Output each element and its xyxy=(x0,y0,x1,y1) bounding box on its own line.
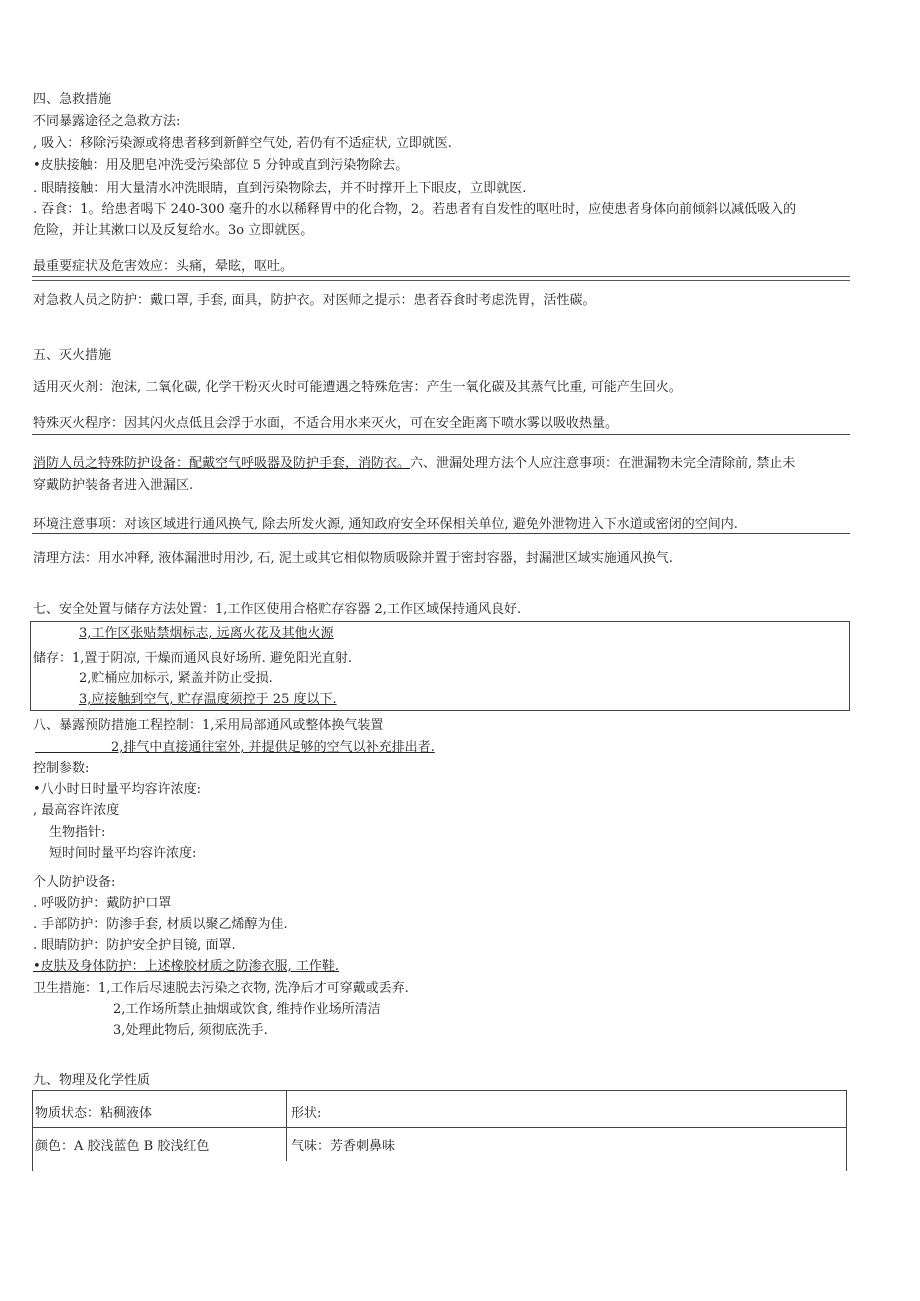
section-4-title: 四、急救措施 xyxy=(33,92,112,107)
first-aid-inhale: , 吸入：移除污染源或将患者移到新鲜空气处, 若仍有不适症状, 立即就医. xyxy=(33,136,452,151)
section-6-line2: 穿戴防护装备者进入泄漏区. xyxy=(33,478,194,493)
properties-table xyxy=(32,1090,847,1171)
exhaust-text: 2,排气中直接通往室外, 并提供足够的空气以补充排出者. xyxy=(111,740,435,755)
first-aid-eye: . 眼睛接触：用大量清水冲洗眼睛，直到污染物除去，并不时撑开上下眼皮，立即就医. xyxy=(33,181,527,196)
max-conc-label: , 最高容许浓度 xyxy=(33,803,120,818)
respiratory-protection: . 呼吸防护：戴防护口罩 xyxy=(33,896,172,911)
storage-handling-3: 3,工作区张贴禁烟标志, 远离火花及其他火源 xyxy=(79,626,334,641)
twa-label: •八小时日时量平均容许浓度: xyxy=(33,782,202,797)
cleanup-method: 清理方法：用水冲释, 液体漏泄时用沙, 石, 泥土或其它相似物质吸除并置于密封容器，封漏泄区域实施通风换气. xyxy=(33,551,673,566)
table-col-divider xyxy=(286,1091,287,1161)
environmental-precautions: 环境注意事项：对该区域进行通风换气, 除去所发火源, 通知政府安全环保相关单位, 避免外泄物进入下水道或密闭的空间内. xyxy=(33,517,738,532)
skin-protection: •皮肤及身体防护：上述橡胶材质之防渗衣服, 工作鞋. xyxy=(33,959,340,974)
cell-color: 颜色：A 胶浅蓝色 B 胶浅红色 xyxy=(35,1139,210,1154)
section-4-intro: 不同暴露途径之急救方法: xyxy=(33,114,181,129)
storage-2: 2,贮桶应加标示, 紧盖并防止受损. xyxy=(79,671,273,686)
cell-physical-state: 物质状态：粘稠液体 xyxy=(35,1106,153,1121)
hygiene-1: 卫生措施：1,工作后尽速脱去污染之衣物, 洗净后才可穿戴或丢弃. xyxy=(33,981,409,996)
cell-shape: 形状: xyxy=(291,1106,322,1121)
control-parameters: 控制参数: xyxy=(33,761,90,776)
table-row-divider xyxy=(32,1127,846,1128)
section-7-line1: 七、安全处置与储存方法处置：1,工作区使用合格贮存容器 2,工作区域保持通风良好. xyxy=(33,602,522,617)
rescuer-protection: 对急救人员之防护：戴口罩, 手套, 面具，防护衣。对医师之提示：患者吞食时考虑洗胃，活性碳。 xyxy=(33,293,596,308)
rule xyxy=(32,533,850,534)
stel-label: 短时间时量平均容许浓度: xyxy=(49,846,197,861)
storage-1: 储存：1,置于阴凉, 干燥而通风良好场所. 避免阳光直射. xyxy=(33,651,353,666)
first-aid-ingest-line1: . 吞食：1。给患者喝下 240-300 毫升的水以稀释胃中的化合物，2。若患者有自发性的呕吐时，应使患者身体向前倾斜以减低吸入的 xyxy=(33,202,797,217)
storage-3: 3,应接触到空气, 贮存温度须控于 25 度以下. xyxy=(79,692,337,707)
cell-odor: 气味：芳香刺鼻味 xyxy=(291,1139,396,1154)
section-9-title: 九、物理及化学性质 xyxy=(33,1073,151,1088)
firefighter-equipment: 消防人员之特殊防护设备：配戴空气呼吸器及防护手套，消防衣。 xyxy=(33,456,411,471)
section-8-line1: 八、暴露预防措施工程控制：1,采用局部通风或整体换气装置 xyxy=(33,718,384,733)
hygiene-2: 2,工作场所禁止抽烟或饮食, 维持作业场所清洁 xyxy=(113,1002,381,1017)
firefighter-equipment-line xyxy=(33,455,795,473)
first-aid-skin: •皮肤接触：用及肥皂冲洗受污染部位 5 分钟或直到污染物除去。 xyxy=(33,158,409,173)
hand-protection: . 手部防护：防渗手套, 材质以聚乙烯醇为佳. xyxy=(33,917,288,932)
special-firefighting: 特殊灭火程序：因其闪火点低且会浮于水面，不适合用水来灭火，可在安全距离下喷水雾以吸收热量。 xyxy=(33,416,619,431)
section-5-title: 五、灭火措施 xyxy=(33,348,112,363)
section-6-line1: 六、泄漏处理方法个人应注意事项：在泄漏物未完全清除前, 禁止未 xyxy=(410,456,796,471)
fill-blank xyxy=(35,739,111,753)
section-8-line2 xyxy=(35,739,435,757)
extinguishing-agents: 适用灭火剂：泡沫, 二氧化碳, 化学干粉灭火时可能遭遇之特殊危害：产生一氧化碳及其蒸气比重, 可能产生回火。 xyxy=(33,380,682,395)
symptoms-text: 最重要症状及危害效应：头痛，晕眩，呕吐。 xyxy=(33,259,294,274)
first-aid-ingest-line2: 危险，并让其漱口以及反复给水。3o 立即就医。 xyxy=(33,223,314,238)
ppe-label: 个人防护设备: xyxy=(33,875,116,890)
double-rule xyxy=(32,276,850,281)
eye-protection: . 眼睛防护：防护安全护目镜, 面罩. xyxy=(33,938,236,953)
rule xyxy=(32,434,850,435)
hygiene-3: 3,处理此物后, 须彻底洗手. xyxy=(113,1023,268,1038)
bio-indicator-label: 生物指针: xyxy=(49,825,106,840)
